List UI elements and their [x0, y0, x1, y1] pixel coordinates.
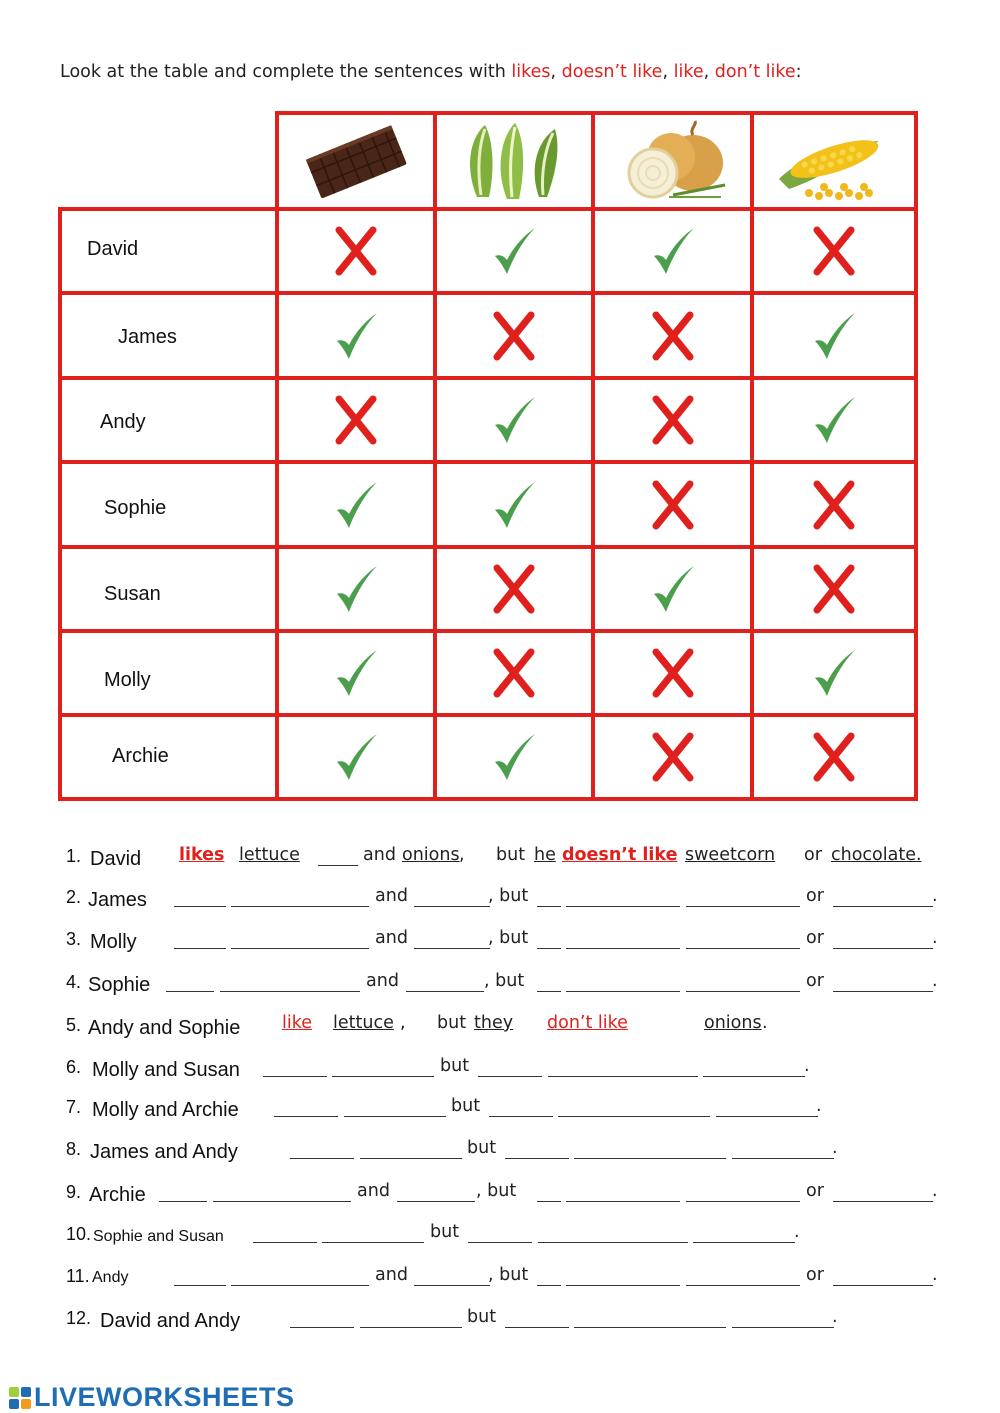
- check-icon: [437, 464, 591, 545]
- sentence-1-answer-1: likes: [179, 845, 225, 865]
- sentence-number: 7.: [66, 1097, 82, 1117]
- period: .: [804, 1056, 810, 1076]
- answer-blank[interactable]: [833, 948, 933, 949]
- answer-blank[interactable]: [537, 1201, 561, 1202]
- check-icon: [754, 380, 914, 460]
- sentence-5-pronoun: they: [474, 1013, 514, 1033]
- answer-blank[interactable]: [566, 1285, 680, 1286]
- word-or: or: [804, 845, 822, 865]
- grid-line: [58, 207, 62, 801]
- sentence-number: 5.: [66, 1015, 82, 1035]
- word-and: and: [357, 1181, 390, 1201]
- sentence-number: 10.: [66, 1224, 92, 1244]
- brand-name: LIVEWORKSHEETS: [34, 1382, 295, 1412]
- answer-blank[interactable]: [290, 1327, 354, 1328]
- check-icon: [279, 295, 433, 376]
- period: .: [932, 1181, 938, 1201]
- sentence-8-subject: James and Andy: [90, 1141, 238, 1163]
- word-or: or: [806, 928, 824, 948]
- separator: ,: [703, 62, 715, 82]
- answer-blank[interactable]: [406, 991, 484, 992]
- answer-blank[interactable]: [414, 948, 490, 949]
- answer-blank[interactable]: [360, 1327, 462, 1328]
- period: .: [932, 1265, 938, 1285]
- word-but: but: [440, 1056, 470, 1076]
- row-name-james: James: [118, 326, 177, 348]
- cross-icon: [437, 295, 591, 376]
- answer-blank[interactable]: [505, 1158, 569, 1159]
- answer-blank[interactable]: [686, 991, 800, 992]
- answer-blank[interactable]: [686, 1285, 800, 1286]
- check-icon: [279, 633, 433, 713]
- answer-blank[interactable]: [174, 948, 226, 949]
- sentence-2-subject: James: [88, 889, 147, 911]
- sentence-9-subject: Archie: [89, 1184, 146, 1206]
- word-and: and: [375, 928, 408, 948]
- cross-icon: [437, 549, 591, 629]
- sentence-number: 6.: [66, 1057, 82, 1077]
- answer-blank[interactable]: [478, 1076, 542, 1077]
- sentence-6-subject: Molly and Susan: [92, 1059, 240, 1081]
- answer-blank[interactable]: [833, 906, 933, 907]
- sentence-1-subject: David: [90, 848, 142, 870]
- answer-blank[interactable]: [686, 1201, 800, 1202]
- word-doesnt-like: doesn’t like: [561, 62, 663, 82]
- sentence-number: 3.: [66, 929, 82, 949]
- sentence-3-subject: Molly: [90, 931, 137, 953]
- period: .: [832, 1307, 838, 1327]
- period: .: [932, 971, 938, 991]
- check-icon: [754, 295, 914, 376]
- answer-blank[interactable]: [174, 1285, 226, 1286]
- answer-blank[interactable]: [833, 1285, 933, 1286]
- check-icon: [595, 549, 750, 629]
- answer-blank[interactable]: [213, 1201, 351, 1202]
- answer-blank[interactable]: [833, 1201, 933, 1202]
- answer-blank[interactable]: [322, 1242, 424, 1243]
- answer-blank[interactable]: [574, 1327, 726, 1328]
- answer-blank[interactable]: [537, 1285, 561, 1286]
- sentence-1-pronoun: he: [534, 845, 556, 865]
- sentence-5-food-2: onions: [704, 1013, 762, 1033]
- row-name-susan: Susan: [104, 583, 161, 605]
- sentence-5-subject: Andy and Sophie: [88, 1017, 241, 1039]
- word-but: , but: [484, 971, 525, 991]
- answer-blank[interactable]: [537, 948, 561, 949]
- answer-blank[interactable]: [263, 1076, 327, 1077]
- sentence-1-food-4: chocolate.: [831, 845, 922, 865]
- answer-blank[interactable]: [716, 1116, 818, 1117]
- answer-blank[interactable]: [414, 906, 490, 907]
- separator: :: [795, 62, 802, 82]
- word-or: or: [806, 1265, 824, 1285]
- answer-blank[interactable]: [732, 1158, 834, 1159]
- sentence-number: 12.: [66, 1308, 92, 1328]
- answer-blank[interactable]: [231, 948, 369, 949]
- answer-blank[interactable]: [703, 1076, 805, 1077]
- cross-icon: [595, 295, 750, 376]
- answer-blank[interactable]: [686, 948, 800, 949]
- check-icon: [279, 464, 433, 545]
- check-icon: [279, 549, 433, 629]
- word-but: but: [430, 1222, 460, 1242]
- liveworksheets-logo: [8, 1382, 295, 1413]
- answer-blank[interactable]: [174, 906, 226, 907]
- answer-blank[interactable]: [220, 991, 360, 992]
- answer-blank[interactable]: [538, 1242, 688, 1243]
- answer-blank[interactable]: [537, 906, 561, 907]
- cross-icon: [595, 633, 750, 713]
- answer-blank[interactable]: [833, 991, 933, 992]
- period: .: [816, 1096, 822, 1116]
- sentence-number: 2.: [66, 887, 82, 907]
- answer-blank[interactable]: [558, 1116, 710, 1117]
- period: .: [762, 1013, 768, 1033]
- check-icon: [595, 211, 750, 291]
- answer-blank[interactable]: [253, 1242, 317, 1243]
- answer-blank[interactable]: [574, 1158, 726, 1159]
- cross-icon: [595, 380, 750, 460]
- row-name-archie: Archie: [112, 745, 169, 767]
- answer-blank[interactable]: [489, 1116, 553, 1117]
- answer-blank[interactable]: [290, 1158, 354, 1159]
- answer-blank[interactable]: [566, 906, 680, 907]
- sentence-number: 8.: [66, 1139, 82, 1159]
- period: .: [794, 1222, 800, 1242]
- cross-icon: [437, 633, 591, 713]
- sweetcorn-icon: [754, 115, 914, 207]
- period: .: [832, 1138, 838, 1158]
- answer-blank[interactable]: [537, 991, 561, 992]
- sentence-number: 4.: [66, 972, 82, 992]
- check-icon: [437, 717, 591, 797]
- word-or: or: [806, 971, 824, 991]
- comma: ,: [400, 1013, 406, 1033]
- sentence-1-food-1: lettuce: [239, 845, 300, 865]
- sentence-10-subject: Sophie and Susan: [93, 1228, 224, 1245]
- check-icon: [437, 380, 591, 460]
- period: .: [932, 928, 938, 948]
- cross-icon: [279, 211, 433, 291]
- word-and: and: [366, 971, 399, 991]
- sentence-7-subject: Molly and Archie: [92, 1099, 239, 1121]
- word-but: , but: [476, 1181, 517, 1201]
- answer-blank[interactable]: [566, 948, 680, 949]
- answer-blank[interactable]: [414, 1285, 490, 1286]
- answer-blank[interactable]: [397, 1201, 475, 1202]
- sentence-4-subject: Sophie: [88, 974, 151, 996]
- answer-blank[interactable]: [360, 1158, 462, 1159]
- word-but: , but: [488, 1265, 529, 1285]
- answer-blank[interactable]: [566, 1201, 680, 1202]
- sentence-5-answer-1: like: [282, 1013, 313, 1033]
- word-or: or: [806, 1181, 824, 1201]
- grid-line: [58, 797, 918, 801]
- answer-blank[interactable]: [274, 1116, 338, 1117]
- word-and: and: [375, 886, 408, 906]
- logo-icon: [8, 1386, 32, 1410]
- word-likes: likes: [511, 62, 551, 82]
- sentence-11-subject: Andy: [92, 1269, 129, 1286]
- sentence-12-subject: David and Andy: [100, 1310, 241, 1332]
- row-name-molly: Molly: [104, 669, 151, 691]
- answer-blank[interactable]: [686, 906, 800, 907]
- row-name-andy: Andy: [100, 411, 146, 433]
- word-like: like: [673, 62, 704, 82]
- word-but: , but: [488, 886, 529, 906]
- row-name-david: David: [87, 238, 139, 260]
- cross-icon: [595, 464, 750, 545]
- sentence-5-food-1: lettuce: [333, 1013, 394, 1033]
- sentence-1-food-3: sweetcorn: [685, 845, 776, 865]
- answer-blank[interactable]: [344, 1116, 446, 1117]
- word-or: or: [806, 886, 824, 906]
- answer-blank[interactable]: [159, 1201, 207, 1202]
- cross-icon: [754, 464, 914, 545]
- separator: ,: [662, 62, 674, 82]
- cross-icon: [754, 211, 914, 291]
- onion-icon: [595, 115, 750, 207]
- chocolate-icon: [279, 115, 433, 207]
- answer-blank[interactable]: [468, 1242, 532, 1243]
- comma: ,: [459, 845, 465, 865]
- check-icon: [279, 717, 433, 797]
- sentence-number: 11.: [66, 1266, 90, 1286]
- blank-line: [318, 865, 358, 866]
- lettuce-icon: [437, 115, 591, 207]
- answer-blank[interactable]: [231, 906, 369, 907]
- sentence-1-food-2: onions: [402, 845, 460, 865]
- separator: ,: [550, 62, 562, 82]
- sentence-1-answer-2: doesn’t like: [562, 845, 678, 865]
- answer-blank[interactable]: [548, 1076, 698, 1077]
- word-but: but: [467, 1138, 497, 1158]
- word-but: , but: [488, 928, 529, 948]
- answer-blank[interactable]: [693, 1242, 795, 1243]
- instruction-text: Look at the table and complete the sentences with: [60, 62, 512, 82]
- cross-icon: [595, 717, 750, 797]
- answer-blank[interactable]: [166, 991, 214, 992]
- word-and: and: [363, 845, 396, 865]
- cross-icon: [754, 549, 914, 629]
- answer-blank[interactable]: [332, 1076, 434, 1077]
- check-icon: [437, 211, 591, 291]
- answer-blank[interactable]: [732, 1327, 834, 1328]
- cross-icon: [754, 717, 914, 797]
- word-but: but: [496, 845, 526, 865]
- grid-line: [914, 111, 918, 801]
- word-and: and: [375, 1265, 408, 1285]
- answer-blank[interactable]: [566, 991, 680, 992]
- cross-icon: [279, 380, 433, 460]
- check-icon: [754, 633, 914, 713]
- sentence-5-answer-2: don’t like: [547, 1013, 628, 1033]
- word-but: but: [437, 1013, 467, 1033]
- word-but: but: [451, 1096, 481, 1116]
- sentence-number: 9.: [66, 1182, 82, 1202]
- answer-blank[interactable]: [231, 1285, 369, 1286]
- period: .: [932, 886, 938, 906]
- sentence-number: 1.: [66, 846, 82, 866]
- answer-blank[interactable]: [505, 1327, 569, 1328]
- word-dont-like: don’t like: [714, 62, 796, 82]
- row-name-sophie: Sophie: [104, 497, 167, 519]
- word-but: but: [467, 1307, 497, 1327]
